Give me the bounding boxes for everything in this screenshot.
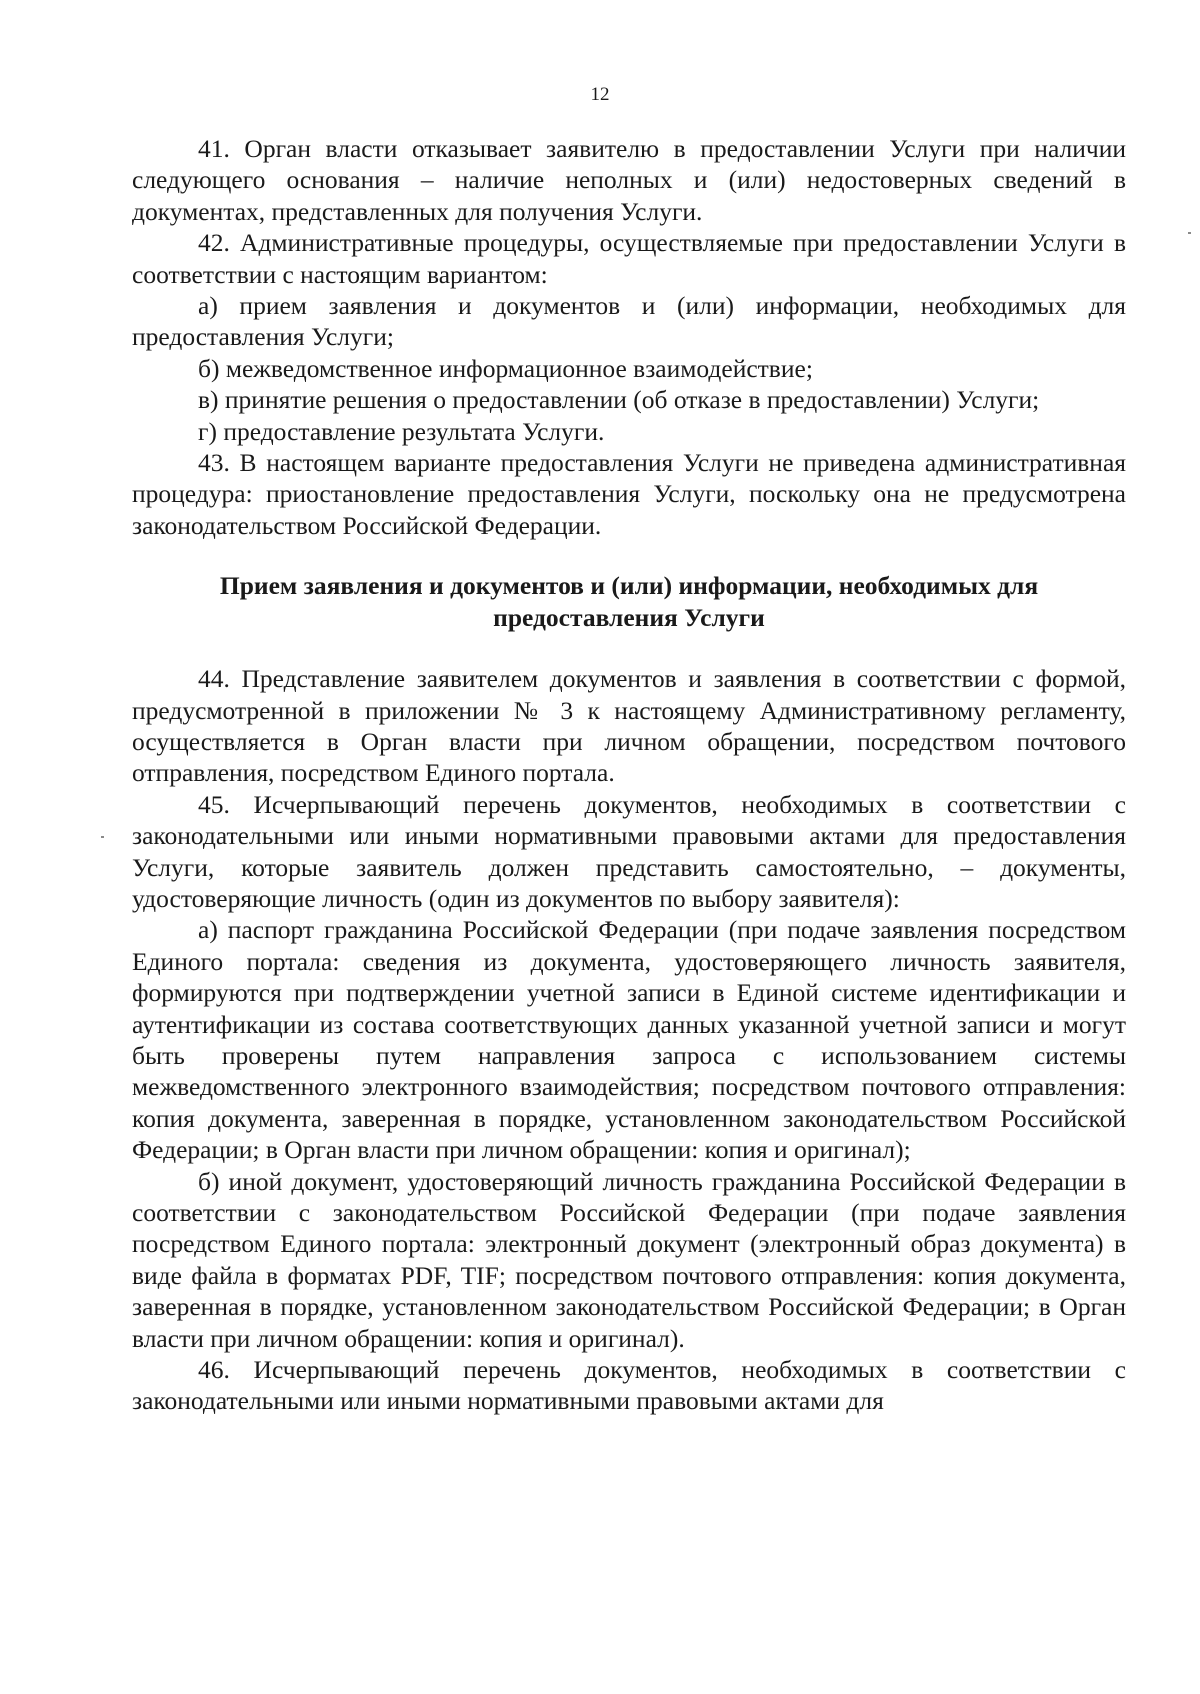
paragraph-43: 43. В настоящем варианте предоставления Услуги не приведена административная процедура: приостановление предоставления Услуги, поскольку она не предусмотрена законодательством Российской Федерации. xyxy=(132,448,1126,540)
paragraph-42: 42. Административные процедуры, осуществляемые при предоставлении Услуги в соответствии с настоящим вариантом: xyxy=(132,228,1126,289)
list-item-g: г) предоставление результата Услуги. xyxy=(198,416,605,446)
list-item-other-document: б) иной документ, удостоверяющий личность гражданина Российской Федерации в соответствии с законодательством Российской Федерации (при подаче заявления посредством Единого портала: электронный документ (электронный образ документа) в виде файла в форматах PDF, TIF; посредством почтового отправления: копия документа, заверенная в порядке, установленном законодательством Российской Федерации; в Орган власти при личном обращении: копия и оригинал). xyxy=(132,1166,1126,1353)
list-item-b: б) межведомственное информационное взаимодействие; xyxy=(198,353,813,383)
section-heading-line-2: предоставления Услуги xyxy=(493,602,765,632)
list-item-a: а) прием заявления и документов и (или) информации, необходимых для предоставления Услуги; xyxy=(132,291,1126,352)
paragraph-45: 45. Исчерпывающий перечень документов, необходимых в соответствии с законодательными или иными нормативными правовыми актами для предоставления Услуги, которые заявитель должен представить самостоятельно, – документы, удостоверяющие личность (один из документов по выбору заявителя): xyxy=(132,789,1126,913)
scan-speck-left xyxy=(101,836,104,838)
list-item-passport: а) паспорт гражданина Российской Федерации (при подаче заявления посредством Единого портала: сведения из документа, удостоверяющего личность заявителя, формируются при подтверждении учетной записи в Единой системе идентификации и аутентификации из состава соответствующих данных указанной учетной записи и могут быть проверены путем направления запроса с использованием системы межведомственного электронного взаимодействия; посредством почтового отправления: копия документа, заверенная в порядке, установленном законодательством Российской Федерации; в Орган власти при личном обращении: копия и оригинал); xyxy=(132,915,1126,1165)
paragraph-44: 44. Представление заявителем документов и заявления в соответствии с формой, предусмотренной в приложении № 3 к настоящему Административному регламенту, осуществляется в Орган власти при личном обращении, посредством почтового отправления, посредством Единого портала. xyxy=(132,664,1126,788)
paragraph-41: 41. Орган власти отказывает заявителю в предоставлении Услуги при наличии следующего основания – наличие неполных и (или) недостоверных сведений в документах, представленных для получения Услуги. xyxy=(132,134,1126,226)
list-item-v: в) принятие решения о предоставлении (об отказе в предоставлении) Услуги; xyxy=(198,385,1040,415)
paragraph-46: 46. Исчерпывающий перечень документов, необходимых в соответствии с законодательными или иными нормативными правовыми актами для xyxy=(132,1355,1126,1416)
section-heading-line-1: Прием заявления и документов и (или) информации, необходимых для xyxy=(219,571,1039,601)
scan-speck-right xyxy=(1188,232,1191,234)
page-number: 12 xyxy=(590,84,610,105)
section-heading xyxy=(132,570,1126,633)
page-body xyxy=(132,133,1126,1417)
